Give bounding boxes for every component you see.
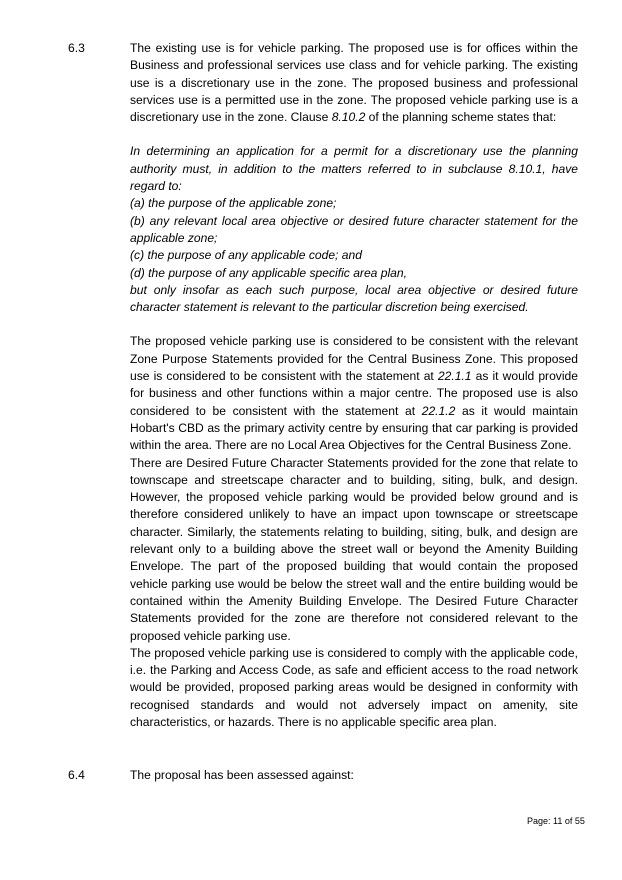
statement-reference: 22.1.1 bbox=[437, 369, 472, 384]
quote-item-b: (b) any relevant local area objective or desired future character statement for the applicable zone; bbox=[130, 213, 578, 245]
section-body bbox=[130, 40, 578, 731]
assessment-lead: The proposal has been assessed against: bbox=[130, 768, 354, 782]
quote-lead: In determining an application for a permit for a discretionary use the planning authority must, in addition to the matters referred to in subclause 8.10.1, have regard to: bbox=[130, 144, 578, 194]
code-paragraph: The proposed vehicle parking use is considered to comply with the applicable code, i.e. the Parking and Access Code, as safe and efficient access to the road network would be provided, proposed parking areas would be designed in conformity with recognised standards and would not adversely impact on amenity, site characteristics, or hazards. There is no applicable specific area plan. bbox=[130, 645, 578, 729]
section-number: 6.3 bbox=[68, 41, 85, 55]
section-body bbox=[130, 767, 578, 784]
page-number: Page: 11 of 55 bbox=[527, 816, 585, 826]
quote-item-d: (d) the purpose of any applicable specific area plan, bbox=[130, 265, 407, 280]
character-paragraph: There are Desired Future Character Statements provided for the zone that relate to townscape and streetscape character and to building, siting, bulk, and design. However, the proposed vehicle parking would be provided below ground and is therefore considered unlikely to have an impact upon townscape or streetscape character. Similarly, the statements relating to building, siting, bulk, and design are relevant only to a building above the street wall or beyond the Amenity Building Envelope. The part of the proposed building that would contain the proposed vehicle parking use would be below the street wall and the entire building would be contained within the Amenity Building Envelope. The Desired Future Character Statements provided for the zone are therefore not considered relevant to the proposed vehicle parking use. bbox=[130, 455, 578, 643]
quoted-clause bbox=[130, 143, 578, 316]
intro-paragraph: The existing use is for vehicle parking. The proposed use is for offices within the Business and professional services use class and for vehicle parking. The existing use is a discretionary use in the zone. The proposed business and professional services use is a permitted use in the zone. The proposed vehicle parking use is a discretionary use in the zone. Clause 8.10.2 of the planning scheme states that: bbox=[130, 41, 578, 125]
section-number: 6.4 bbox=[68, 768, 85, 782]
quote-item-c: (c) the purpose of any applicable code; and bbox=[130, 248, 362, 263]
zone-purpose-paragraph: The proposed vehicle parking use is considered to be consistent with the relevant Zone Purpose Statements provided for the Central Business Zone. This proposed use is considered to be consistent with the statement at 22.1.1 as it would provide for business and other functions within a major centre. The proposed use is also considered to be consistent with the statement at 22.1.2 as it would maintain Hobart's CBD as the primary activity centre by ensuring that car parking is provided within the area. There are no Local Area Objectives for the Central Business Zone. bbox=[130, 334, 578, 453]
quote-closing: but only insofar as each such purpose, local area objective or desired future character statement is relevant to the particular discretion being exercised. bbox=[130, 282, 578, 315]
statement-reference: 22.1.2 bbox=[421, 403, 456, 418]
clause-reference: 8.10.2 bbox=[331, 110, 366, 125]
quote-item-a: (a) the purpose of the applicable zone; bbox=[130, 196, 337, 211]
